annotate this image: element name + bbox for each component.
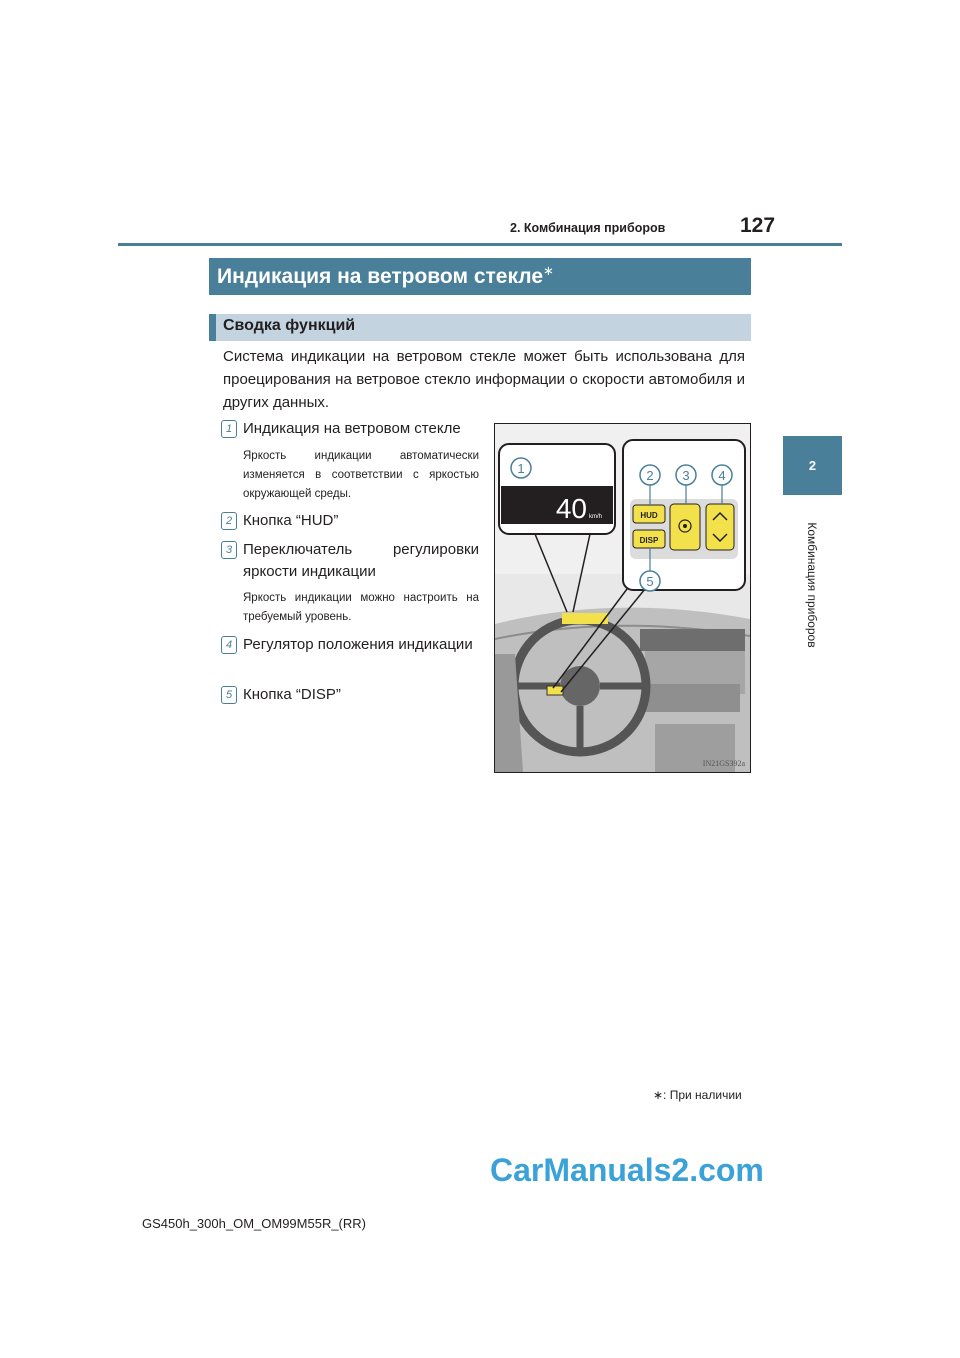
callout-1: 1 (517, 461, 525, 476)
hud-speed-unit: km/h (589, 514, 603, 520)
chapter-title-text: Комбинация приборов (805, 522, 819, 648)
hud-button-label: HUD (640, 511, 658, 520)
item-note: Яркость индикации можно настроить на требуемый уровень. (243, 592, 479, 623)
figure-code: IN21GS392a (702, 759, 745, 768)
item-number-icon: 2 (221, 512, 237, 530)
subsection-title: Сводка функций (223, 317, 356, 334)
item-number-icon: 3 (221, 541, 237, 559)
item-note: Яркость индикации автоматически изменяется в соответствии с яркостью окружающей среды. (243, 450, 479, 500)
callout-2: 2 (646, 468, 654, 483)
item-label: Кнопка “HUD” (243, 512, 339, 529)
section-title (217, 263, 554, 289)
item-number-icon: 5 (221, 686, 237, 704)
hud-speed-value: 40 (555, 493, 587, 524)
chapter-side-title (798, 505, 826, 665)
header-rule (118, 243, 842, 246)
chapter-tab (783, 436, 842, 495)
watermark-logo: CarManuals2.com (490, 1152, 764, 1188)
dashboard-drawing (495, 424, 750, 772)
asterisk-mark: ∗ (543, 263, 554, 278)
item-label: Кнопка “DISP” (243, 686, 341, 703)
chapter-number: 2 (808, 458, 817, 473)
hud-projection-area (562, 613, 608, 624)
callout-5: 5 (646, 574, 654, 589)
section-title-text: Индикация на ветровом стекле (217, 265, 543, 288)
callout-4: 4 (718, 468, 726, 483)
footnote: ∗: При наличии (653, 1088, 742, 1102)
intro-paragraph: Система индикации на ветровом стекле может быть использована для проецирования на ветровое стекло информации о скорости автомобиля и других данных. (223, 348, 745, 411)
hud-illustration (494, 423, 751, 773)
subsection-accent (209, 314, 216, 341)
callout-3: 3 (682, 468, 690, 483)
disp-button-label: DISP (639, 536, 659, 545)
page-number: 127 (740, 214, 776, 237)
item-label: Индикация на ветровом стекле (243, 420, 461, 437)
running-head: 2. Комбинация приборов (510, 221, 666, 235)
document-code: GS450h_300h_OM_OM99M55R_(RR) (142, 1216, 366, 1231)
item-label: Регулятор положения индикации (243, 636, 473, 653)
item-number-icon: 4 (221, 636, 237, 654)
item-label: Переключатель регулировки яркости индикации (243, 541, 479, 580)
item-number-icon: 1 (221, 420, 237, 438)
